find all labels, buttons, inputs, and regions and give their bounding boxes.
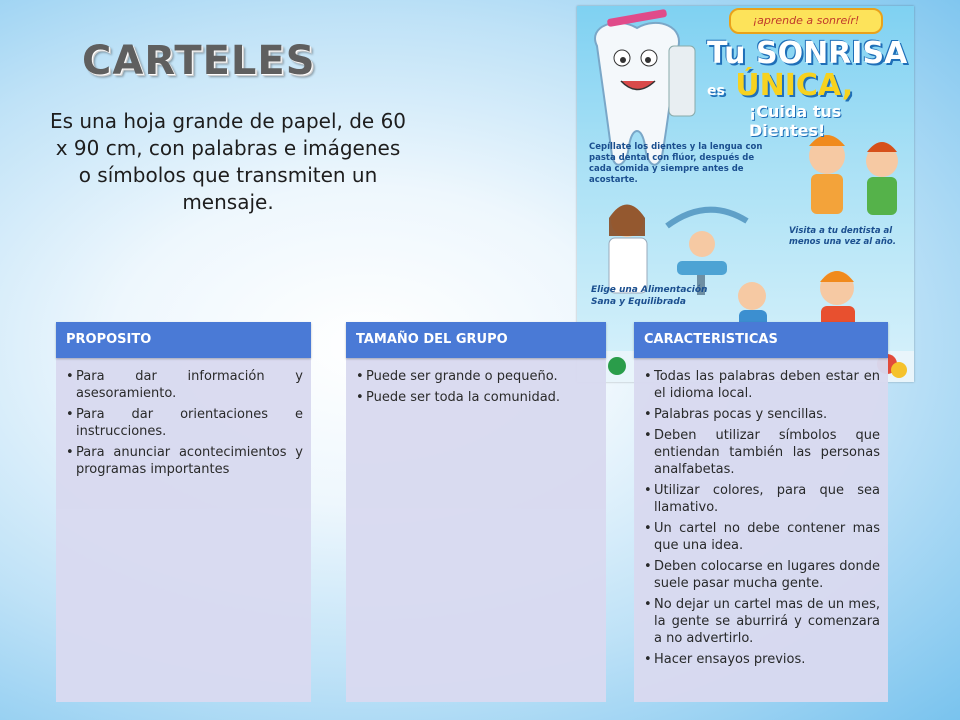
box-list [56, 354, 311, 478]
list-item: • Hacer ensayos previos. [644, 651, 880, 668]
list-item: • Para dar información y asesoramiento. [66, 368, 303, 402]
list-item: • Palabras pocas y sencillas. [644, 406, 880, 423]
box-caracteristicas [634, 322, 888, 702]
list-item: • Un cartel no debe contener mas que una idea. [644, 520, 880, 554]
box-header: CARACTERISTICAS [634, 322, 888, 358]
box-proposito [56, 322, 311, 702]
list-item: • Puede ser toda la comunidad. [356, 389, 598, 406]
list-item: • Para dar orientaciones e instrucciones. [66, 406, 303, 440]
poster-tip-2: Visita a tu dentista al menos una vez al año. [789, 226, 897, 247]
box-header: PROPOSITO [56, 322, 311, 358]
list-item: • Deben colocarse en lugares donde suele pasar mucha gente. [644, 558, 880, 592]
list-item: • No dejar un cartel mas de un mes, la gente se aburrirá y comenzara a no advertirlo. [644, 596, 880, 647]
box-list [634, 354, 888, 668]
poster-tip-1: Cepíllate los dientes y la lengua con pasta dental con flúor, después de cada comida y siempre antes de acostarte. [589, 142, 763, 185]
poster-headline-2-main: ÚNICA, [735, 68, 854, 103]
box-tamano-grupo [346, 322, 606, 702]
poster-headline-3: ¡Cuida tus Dientes! [749, 102, 842, 140]
box-body [56, 354, 311, 702]
box-list [346, 354, 606, 406]
page-title: CARTELES [82, 38, 316, 84]
box-header: TAMAÑO DEL GRUPO [346, 322, 606, 358]
list-item: • Deben utilizar símbolos que entiendan también las personas analfabetas. [644, 427, 880, 478]
list-item: • Puede ser grande o pequeño. [356, 368, 598, 385]
poster-badge: ¡aprende a sonreír! [729, 8, 883, 34]
list-item: • Para anunciar acontecimientos y programas importantes [66, 444, 303, 478]
poster-tip-3: Elige una Alimentación Sana y Equilibrada [591, 285, 708, 307]
box-body [346, 354, 606, 702]
intro-text: Es una hoja grande de papel, de 60 x 90 cm, con palabras e imágenes o símbolos que transmiten un mensaje. [49, 109, 407, 214]
box-body [634, 354, 888, 702]
poster-headline-2 [707, 68, 853, 103]
list-item: • Utilizar colores, para que sea llamativo. [644, 482, 880, 516]
poster-headline-2-small: es [707, 83, 725, 99]
list-item: • Todas las palabras deben estar en el idioma local. [644, 368, 880, 402]
poster-headline-1: Tu SONRISA [707, 36, 908, 71]
